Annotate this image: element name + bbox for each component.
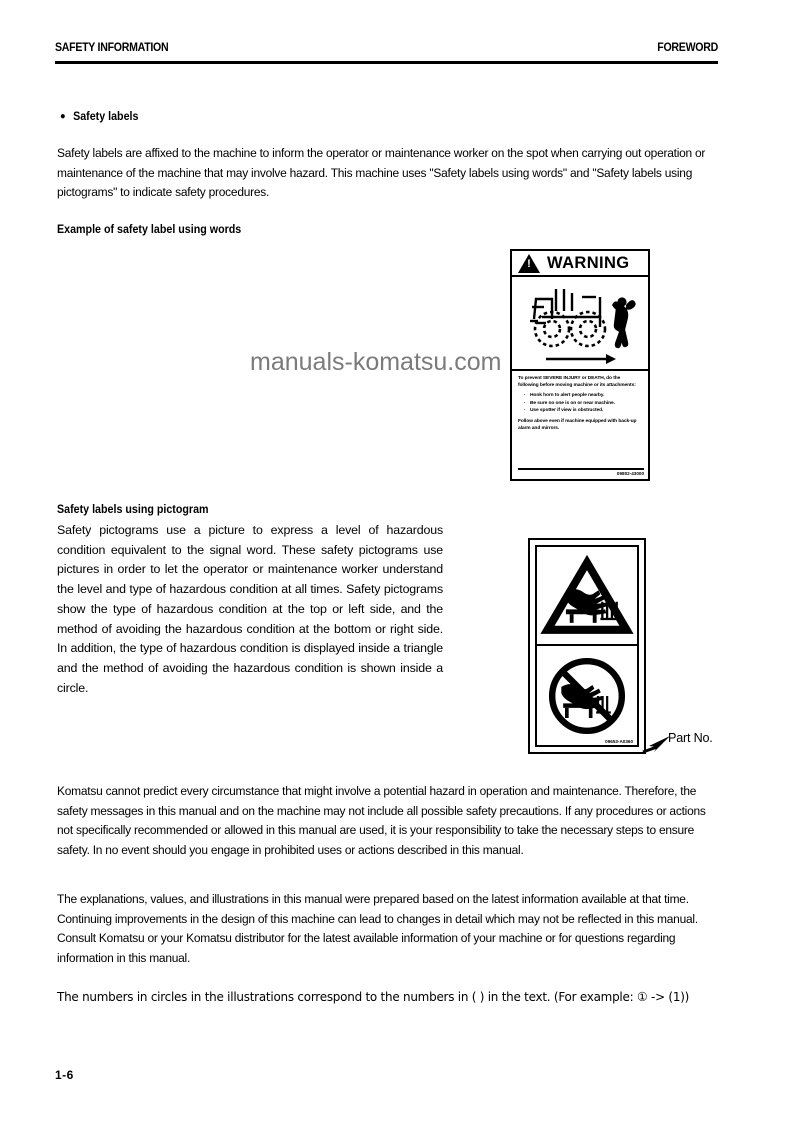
warning-signal-word: WARNING	[547, 253, 630, 272]
pictogram-label-figure	[528, 538, 646, 754]
pictogram-prohibition-panel	[537, 646, 637, 745]
pictogram-label-inner-frame	[535, 545, 639, 747]
pictogram-heading: Safety labels using pictogram	[57, 504, 209, 516]
pictogram-hazard-panel	[537, 547, 637, 646]
bullet-dot-icon: ●	[60, 111, 66, 122]
warning-body-intro: To prevent SEVERE INJURY or DEATH, do the following before moving machine or its attachments:	[518, 376, 636, 388]
warning-label-body	[512, 371, 648, 432]
warning-bullet-item: · Use spotter if view is obstructed.	[530, 408, 642, 415]
warning-bullet-list	[518, 393, 642, 415]
warning-part-number: 09802-43000	[616, 471, 644, 476]
safety-labels-heading	[60, 111, 138, 123]
warning-pictogram-illustration	[512, 277, 648, 371]
komatsu-disclaimer-paragraph: Komatsu cannot predict every circumstance that might involve a potential hazard in operation and maintenance. Therefore, the safety messages in this manual and on the machine may not include all possible safety precautions. If any procedures or actions not specifically recommended or allowed in this manual are used, it is your responsibility to take the necessary steps to ensure safety. In no event should you engage in prohibited uses or actions described in this manual.	[57, 784, 706, 857]
warning-partno-rule	[518, 468, 644, 470]
part-no-arrow-icon	[641, 733, 671, 755]
warning-triangle-icon	[518, 254, 540, 273]
warning-footnote: Follow above even if machine equipped with back-up alarm and mirrors.	[518, 418, 637, 431]
header-section-title: SAFETY INFORMATION	[55, 42, 169, 54]
circled-numbers-paragraph: The numbers in circles in the illustrations correspond to the numbers in ( ) in the text. (For example: ① -> (1))	[57, 989, 690, 1004]
footer-page-number: 1-6	[55, 1068, 74, 1082]
warning-label-figure	[510, 249, 650, 481]
warning-bullet-item: · Be sure no one is on or near machine.	[530, 401, 642, 408]
part-no-callout-label: Part No.	[668, 731, 713, 745]
header-chapter-title: FOREWORD	[657, 42, 718, 54]
pictogram-paragraph: Safety pictograms use a picture to express a level of hazardous condition equivalent to the signal word. These safety pictograms use pictures in order to let the operator or maintenance worker understand the level and type of hazardous condition at all times. Safety pictograms show the type of hazardous condition at the top or left side, and the method of avoiding the hazardous condition at the bottom or right side. In addition, the type of hazardous condition is displayed inside a triangle and the method of avoiding the hazardous condition is shown inside a circle.	[57, 523, 443, 695]
warning-label-header	[512, 251, 648, 277]
safety-labels-heading-text: Safety labels	[73, 111, 139, 123]
page-header	[55, 42, 718, 54]
warning-bullet-item: · Honk horn to alert people nearby.	[530, 393, 642, 400]
pictogram-part-number: 09653-A0360	[605, 739, 633, 744]
site-watermark: manuals-komatsu.com	[250, 348, 502, 376]
hand-fan-hazard-triangle-icon	[537, 550, 637, 642]
header-divider-rule	[55, 61, 718, 64]
no-hand-near-fan-prohibition-icon	[539, 652, 635, 740]
explanations-paragraph: The explanations, values, and illustrations in this manual were prepared based on the latest information available at that time. Continuing improvements in the design of this machine can lead to changes in detail which may not be reflected in this manual. Consult Komatsu or your Komatsu distributor for the latest available information of your machine or for questions regarding information in this manual.	[57, 892, 698, 965]
example-words-heading: Example of safety label using words	[57, 224, 242, 236]
machine-backing-over-person-icon	[512, 277, 648, 369]
intro-paragraph: Safety labels are affixed to the machine to inform the operator or maintenance worker on the spot when carrying out operation or maintenance of the machine that may involve hazard. This machine uses "Safety labels using words" and "Safety labels using pictograms" to indicate safety procedures.	[57, 146, 706, 200]
